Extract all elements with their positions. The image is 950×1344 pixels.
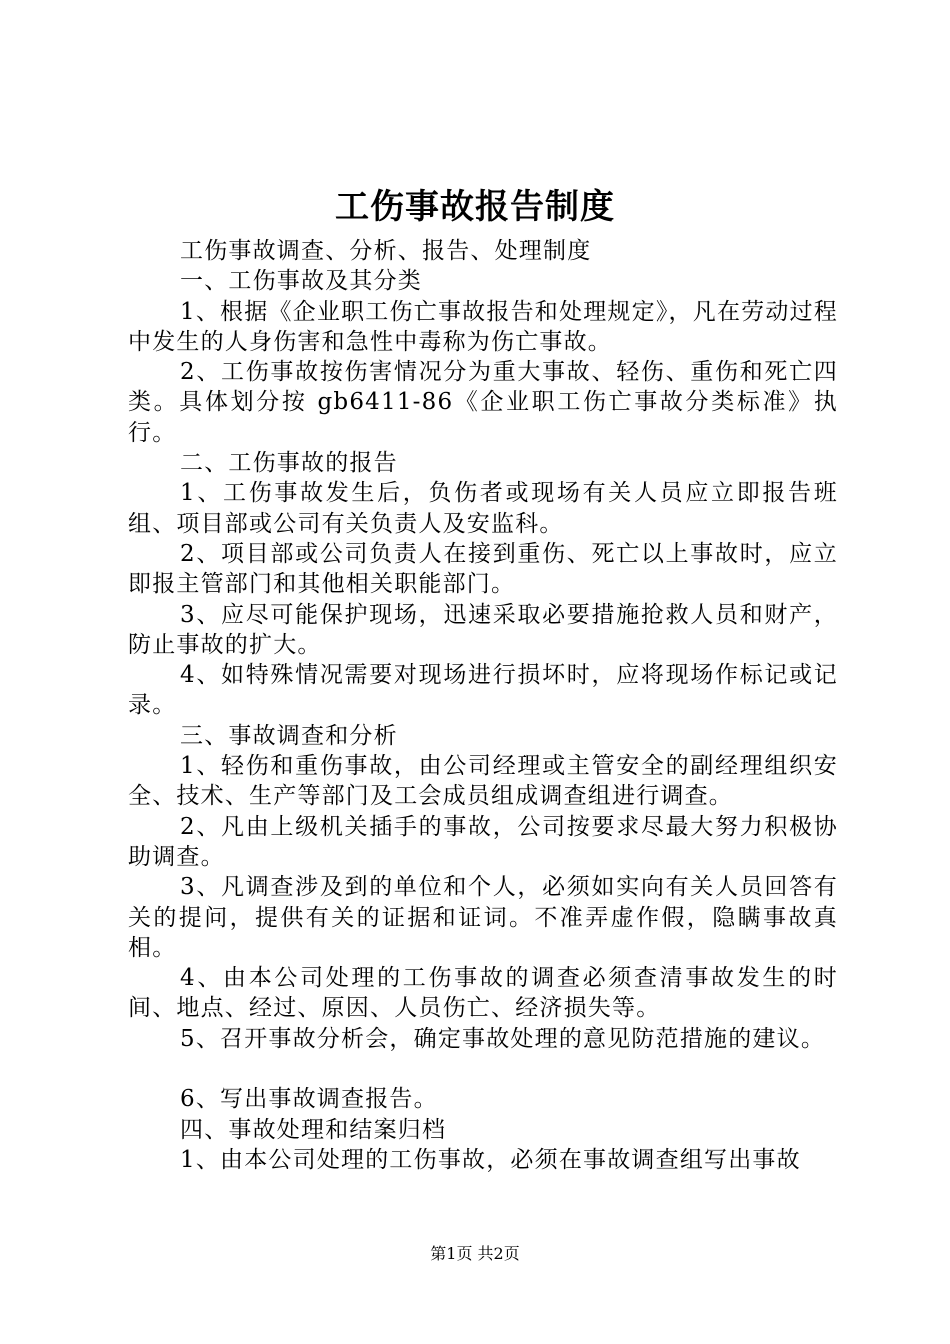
page-footer: 第1页 共2页: [430, 1244, 520, 1263]
section-heading-1: 一、工伤事故及其分类: [180, 268, 422, 295]
paragraph: 2、项目部或公司负责人在接到重伤、死亡以上事故时，应立即报主管部门和其他相关职能部门。: [128, 540, 838, 598]
paragraph: 1、轻伤和重伤事故，由公司经理或主管安全的副经理组织安全、技术、生产等部门及工会成员组成调查组进行调查。: [128, 753, 838, 810]
paragraph: 1、根据《企业职工伤亡事故报告和处理规定》，凡在劳动过程中发生的人身伤害和急性中毒称为伤亡事故。: [128, 298, 838, 355]
paragraph: 3、凡调查涉及到的单位和个人，必须如实向有关人员回答有关的提问，提供有关的证据和证词。不准弄虚作假，隐瞒事故真相。: [128, 874, 838, 961]
section-heading-3: 三、事故调查和分析: [180, 722, 398, 749]
paragraph: 2、凡由上级机关插手的事故，公司按要求尽最大努力积极协助调查。: [128, 813, 838, 870]
document-body: [128, 236, 838, 1175]
paragraph: 1、由本公司处理的工伤事故，必须在事故调查组写出事故: [180, 1146, 801, 1173]
paragraph: 2、工伤事故按伤害情况分为重大事故、轻伤、重伤和死亡四类。具体划分按 gb6411-86《企业职工伤亡事故分类标准》执行。: [128, 359, 838, 446]
paragraph: 6、写出事故调查报告。: [180, 1086, 438, 1113]
paragraph: 5、召开事故分析会，确定事故处理的意见防范措施的建议。: [180, 1025, 826, 1052]
paragraph-subtitle: 工伤事故调查、分析、报告、处理制度: [180, 238, 592, 264]
paragraph: 4、如特殊情况需要对现场进行损坏时，应将现场作标记或记录。: [128, 662, 838, 719]
paragraph: 1、工伤事故发生后，负伤者或现场有关人员应立即报告班组、项目部或公司有关负责人及安监科。: [128, 480, 838, 537]
paragraph: 3、应尽可能保护现场，迅速采取必要措施抢救人员和财产，防止事故的扩大。: [128, 601, 838, 658]
section-heading-2: 二、工伤事故的报告: [180, 450, 398, 477]
document-title: 工伤事故报告制度: [335, 187, 615, 227]
paragraph: 4、由本公司处理的工伤事故的调查必须查清事故发生的时间、地点、经过、原因、人员伤亡、经济损失等。: [128, 965, 838, 1022]
section-heading-4: 四、事故处理和结案归档: [180, 1116, 447, 1143]
